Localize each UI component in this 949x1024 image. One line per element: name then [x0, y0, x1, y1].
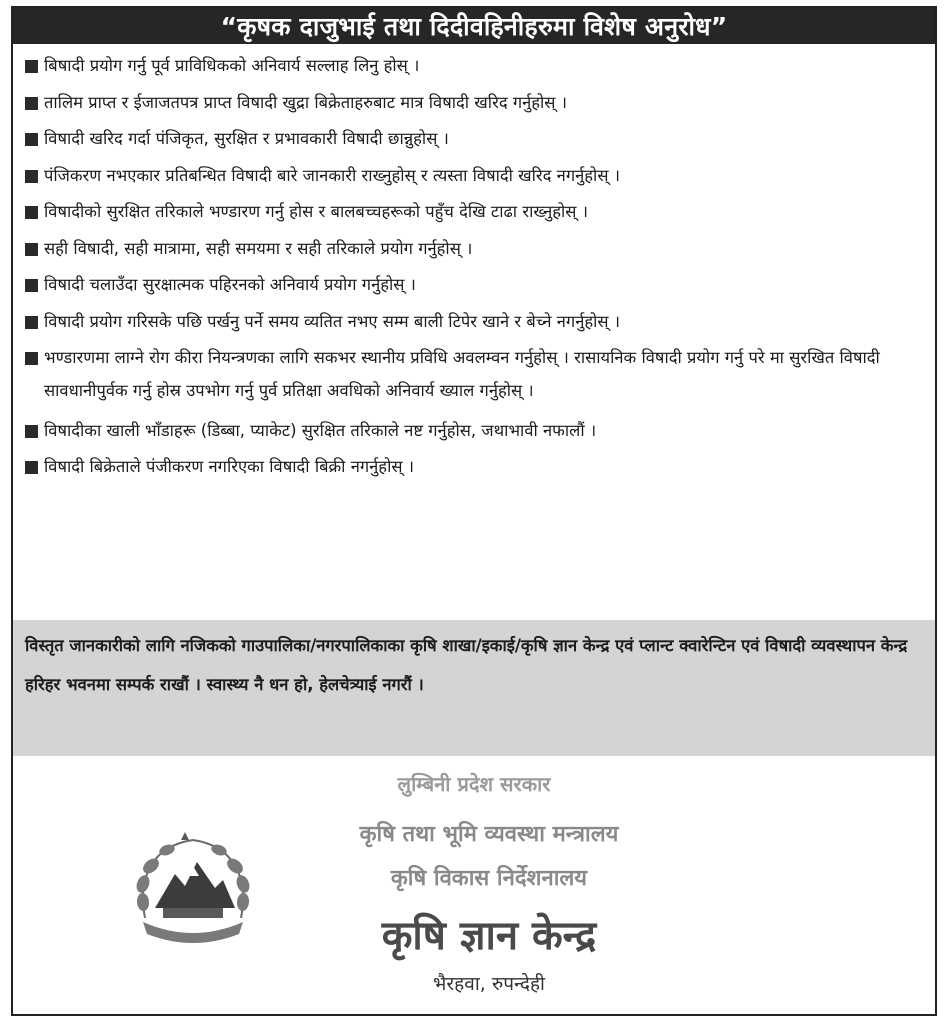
square-bullet-icon — [25, 316, 38, 329]
square-bullet-icon — [25, 170, 38, 183]
square-bullet-icon — [25, 60, 38, 73]
list-item: पंजिकरण नभएकार प्रतिबन्धित विषादी बारे जानकारी राख्नुहोस् र त्यस्ता विषादी खरिद नगर्नुहोस् । — [25, 162, 921, 189]
square-bullet-icon — [25, 461, 38, 474]
location: भैरहवा, रुपन्देही — [433, 973, 545, 995]
footer — [13, 756, 935, 1014]
list-item: विषादी प्रयोग गरिसके पछि पर्खनु पर्ने समय व्यतित नभए सम्म बाली टिपेर खाने र बेच्ने नगर्नुहोस् । — [25, 308, 921, 335]
notice-frame — [11, 6, 937, 1016]
list-item: विषादी चलाउँदा सुरक्षात्मक पहिरनको अनिवार्य प्रयोग गर्नुहोस् । — [25, 271, 921, 298]
list-item: विषादीका खाली भाँडाहरू (डिब्बा, प्याकेट) सुरक्षित तरिकाले नष्ट गर्नुहोस, जथाभावी नफालौं । — [25, 417, 921, 444]
government-name: लुम्बिनी प्रदेश सरकार — [397, 772, 551, 796]
list-item: सही विषादी, सही मात्रामा, सही समयमा र सही तरिकाले प्रयोग गर्नुहोस् । — [25, 235, 921, 262]
list-item: बिषादी प्रयोग गर्नु पूर्व प्राविधिकको अनिवार्य सल्लाह लिनु होस् । — [25, 52, 921, 79]
advice-list — [13, 44, 935, 480]
directorate-name: कृषि विकास निर्देशनालय — [390, 866, 588, 891]
square-bullet-icon — [25, 133, 38, 146]
list-item: तालिम प्राप्त र ईजाजतपत्र प्राप्त विषादी खुद्रा बिक्रेताहरुबाट मात्र विषादी खरिद गर्नुहोस् । — [25, 89, 921, 116]
square-bullet-icon — [25, 206, 38, 219]
list-item: भण्डारणमा लाग्ने रोग कीरा नियन्त्रणका लागि सकभर स्थानीय प्रविधि अवलम्वन गर्नुहोस् । रासायनिक विषादी प्रयोग गर्नु परे मा सुरखित विषादी सावधानीपुर्वक गर्नु होस्र उपभोग गर्नु पुर्व प्रतिक्षा अवधिको अनिवार्य ख्याल गर्नुहोस् । — [25, 344, 921, 407]
list-item: विषादी बिक्रेताले पंजीकरण नगरिएका विषादी बिक्री नगर्नुहोस् । — [25, 453, 921, 480]
contact-notice: विस्तृत जानकारीको लागि नजिकको गाउपालिका/नगरपालिकाका कृषि शाखा/इकाई/कृषि ज्ञान केन्द्र एवं प्लान्ट क्वारेन्टिन एवं विषादी व्यवस्थापन केन्द्र हरिहर भवनमा सम्पर्क राखौं । स्वास्थ्य नै धन हो, हेलचेत्र्याई नगरौं । — [13, 620, 935, 756]
ministry-name: कृषि तथा भूमि व्यवस्था मन्त्रालय — [359, 822, 619, 847]
center-name: कृषि ज्ञान केन्द्र — [381, 913, 597, 959]
page-title: “कृषक दाजुभाई तथा दिदीवहिनीहरुमा विशेष अनुरोध” — [13, 8, 935, 44]
square-bullet-icon — [25, 243, 38, 256]
square-bullet-icon — [25, 279, 38, 292]
list-item: विषादीको सुरक्षित तरिकाले भण्डारण गर्नु होस र बालबच्चहरूको पहुँच देखि टाढा राख्नुहोस् । — [25, 198, 921, 225]
square-bullet-icon — [25, 352, 38, 365]
square-bullet-icon — [25, 425, 38, 438]
square-bullet-icon — [25, 97, 38, 110]
list-item: विषादी खरिद गर्दा पंजिकृत, सुरक्षित र प्रभावकारी विषादी छान्नुहोस् । — [25, 125, 921, 152]
